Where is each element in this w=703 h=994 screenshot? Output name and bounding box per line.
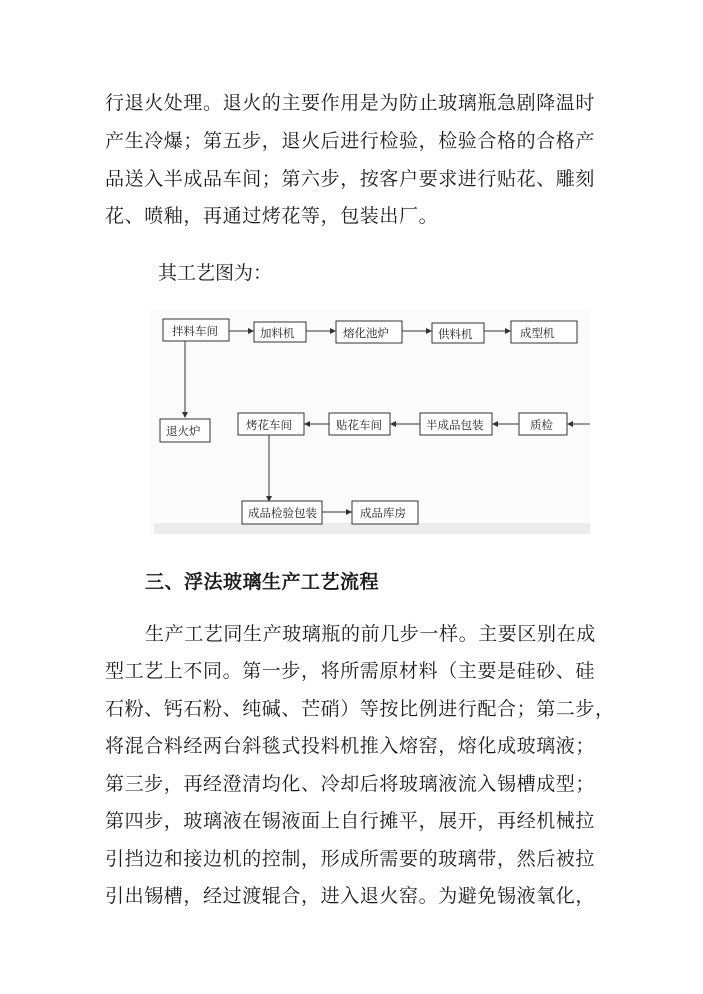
forming-machine-label: 成型机 — [520, 326, 555, 340]
paragraph-line: 品送入半成品车间；第六步，按客户要求进行贴花、雕刻 — [105, 168, 596, 190]
semi-product-packing-label: 半成品包装 — [426, 418, 484, 432]
decal-workshop-label: 贴花车间 — [336, 418, 382, 432]
batch-workshop-label: 拌料车间 — [172, 324, 218, 338]
paragraph-line: 花、喷釉，再通过烤花等，包装出厂。 — [105, 205, 439, 227]
melting-furnace-label: 熔化池炉 — [343, 326, 389, 340]
final-inspection-packing-label: 成品检验包装 — [248, 506, 317, 520]
process-flow-diagram — [150, 309, 590, 534]
section-heading: 三、浮法玻璃生产工艺流程 — [145, 571, 380, 593]
paragraph-line: 行退火处理。退火的主要作用是为防止玻璃瓶急剧降温时 — [105, 92, 596, 114]
paragraph-line: 引出锡槽，经过渡辊合，进入退火窑。为避免锡液氧化， — [105, 885, 596, 907]
paragraph-line: 产生冷爆；第五步，退火后进行检验，检验合格的合格产 — [105, 130, 596, 152]
paragraph-line: 引挡边和接边机的控制，形成所需要的玻璃带，然后被拉 — [105, 848, 596, 870]
finished-warehouse-label: 成品库房 — [360, 506, 406, 520]
paragraph-line: 生产工艺同生产玻璃瓶的前几步一样。主要区别在成 — [145, 623, 596, 645]
paragraph-line: 型工艺上不同。第一步，将所需原材料（主要是硅砂、硅 — [105, 660, 596, 682]
annealing-furnace-label: 退火炉 — [166, 424, 201, 438]
quality-check-label: 质检 — [530, 418, 553, 432]
diagram-caption: 其工艺图为： — [158, 262, 273, 284]
paragraph-line: 第四步，玻璃液在锡液面上自行摊平，展开，再经机械拉 — [105, 810, 596, 832]
paragraph-line: 石粉、钙石粉、纯碱、芒硝）等按比例进行配合；第二步， — [105, 698, 615, 720]
paragraph-line: 将混合料经两台斜毯式投料机推入熔窑，熔化成玻璃液； — [105, 735, 596, 757]
feeder-label: 加料机 — [260, 326, 295, 340]
paragraph-line: 第三步，再经澄清均化、冷却后将玻璃液流入锡槽成型； — [105, 773, 596, 795]
baking-workshop-label: 烤花车间 — [246, 418, 292, 432]
diagram-bottom-band — [154, 523, 590, 534]
supply-machine-label: 供料机 — [438, 327, 473, 341]
